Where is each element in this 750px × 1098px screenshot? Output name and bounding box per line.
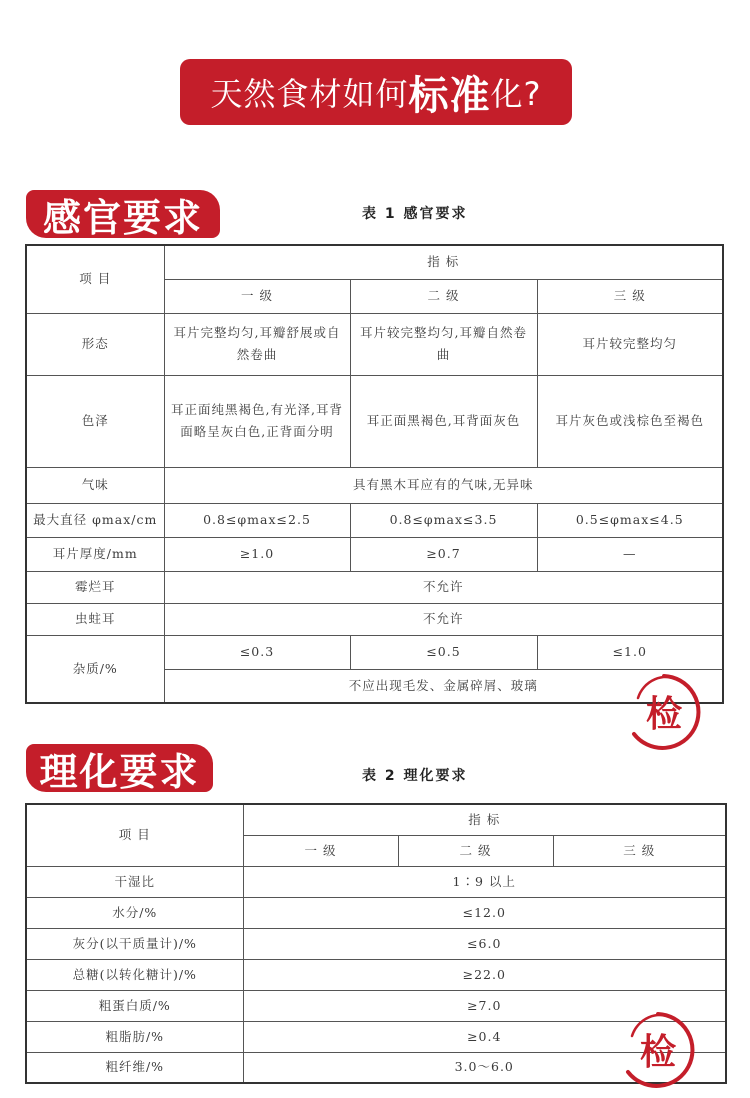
row-thickness-g3: — bbox=[537, 537, 723, 571]
row-insect-value: 不允许 bbox=[164, 603, 723, 635]
table-row-value: ≤12.0 bbox=[243, 897, 726, 928]
header-grade2: 二 级 bbox=[350, 279, 537, 313]
table-row-name: 总糖(以转化糖计)/% bbox=[26, 959, 243, 990]
table-row-value: ≥0.4 bbox=[243, 1021, 726, 1052]
row-insect-name: 虫蛀耳 bbox=[26, 603, 164, 635]
stamp1-text: 检 bbox=[645, 694, 683, 735]
header-item: 项 目 bbox=[26, 245, 164, 313]
row-impurity-g3: ≤1.0 bbox=[537, 635, 723, 669]
row-shape-name: 形态 bbox=[26, 313, 164, 375]
table1-caption: 表 1 感官要求 bbox=[362, 206, 468, 222]
header-indicator: 指 标 bbox=[164, 245, 723, 279]
row-impurity-g2: ≤0.5 bbox=[350, 635, 537, 669]
t2-header-indicator: 指 标 bbox=[243, 804, 726, 835]
table-row-name: 粗蛋白质/% bbox=[26, 990, 243, 1021]
table-row-value: 3.0～6.0 bbox=[243, 1052, 726, 1083]
row-shape-g2: 耳片较完整均匀,耳瓣自然卷曲 bbox=[350, 313, 537, 375]
row-color-g3: 耳片灰色或浅棕色至褐色 bbox=[537, 375, 723, 467]
row-diameter-name: 最大直径 φmax/cm bbox=[26, 503, 164, 537]
row-shape-g1: 耳片完整均匀,耳瓣舒展或自然卷曲 bbox=[164, 313, 350, 375]
section-label-sensory: 感官要求 bbox=[26, 190, 220, 238]
inspection-stamp-icon bbox=[614, 1006, 702, 1094]
table-row-name: 粗脂肪/% bbox=[26, 1021, 243, 1052]
inspection-stamp-icon bbox=[620, 668, 708, 756]
t2-header-grade3: 三 级 bbox=[553, 835, 726, 866]
row-moldy-name: 霉烂耳 bbox=[26, 571, 164, 603]
table-row-name: 干湿比 bbox=[26, 866, 243, 897]
row-thickness-name: 耳片厚度/mm bbox=[26, 537, 164, 571]
row-color-g2: 耳正面黑褐色,耳背面灰色 bbox=[350, 375, 537, 467]
t2-header-grade2: 二 级 bbox=[398, 835, 553, 866]
row-impurity-name: 杂质/% bbox=[26, 635, 164, 703]
row-thickness-g1: ≥1.0 bbox=[164, 537, 350, 571]
section-label-physicochemical: 理化要求 bbox=[26, 744, 213, 792]
table-row-name: 粗纤维/% bbox=[26, 1052, 243, 1083]
row-impurity-note: 不应出现毛发、金属碎屑、玻璃 bbox=[164, 669, 723, 703]
banner-text-emphasis: 标准 bbox=[408, 72, 491, 119]
row-diameter-g2: 0.8≤φmax≤3.5 bbox=[350, 503, 537, 537]
row-smell-name: 气味 bbox=[26, 467, 164, 503]
banner-text-part3: 化? bbox=[490, 75, 542, 113]
row-diameter-g1: 0.8≤φmax≤2.5 bbox=[164, 503, 350, 537]
table2-caption: 表 2 理化要求 bbox=[362, 768, 468, 784]
table-row-value: ≥7.0 bbox=[243, 990, 726, 1021]
row-moldy-value: 不允许 bbox=[164, 571, 723, 603]
table-row-name: 灰分(以干质量计)/% bbox=[26, 928, 243, 959]
sensory-table bbox=[25, 244, 724, 704]
table-row-value: 1∶9 以上 bbox=[243, 866, 726, 897]
header-grade1: 一 级 bbox=[164, 279, 350, 313]
row-color-name: 色泽 bbox=[26, 375, 164, 467]
row-thickness-g2: ≥0.7 bbox=[350, 537, 537, 571]
title-banner bbox=[180, 59, 572, 125]
table-row-value: ≥22.0 bbox=[243, 959, 726, 990]
header-grade3: 三 级 bbox=[537, 279, 723, 313]
stamp2-text: 检 bbox=[639, 1032, 677, 1073]
row-diameter-g3: 0.5≤φmax≤4.5 bbox=[537, 503, 723, 537]
banner-text-part1: 天然食材如何 bbox=[210, 75, 409, 113]
t2-header-grade1: 一 级 bbox=[243, 835, 398, 866]
t2-header-item: 项 目 bbox=[26, 804, 243, 866]
table-row-name: 水分/% bbox=[26, 897, 243, 928]
row-shape-g3: 耳片较完整均匀 bbox=[537, 313, 723, 375]
row-impurity-g1: ≤0.3 bbox=[164, 635, 350, 669]
table-row-value: ≤6.0 bbox=[243, 928, 726, 959]
row-smell-value: 具有黑木耳应有的气味,无异味 bbox=[164, 467, 723, 503]
row-color-g1: 耳正面纯黑褐色,有光泽,耳背面略呈灰白色,正背面分明 bbox=[164, 375, 350, 467]
